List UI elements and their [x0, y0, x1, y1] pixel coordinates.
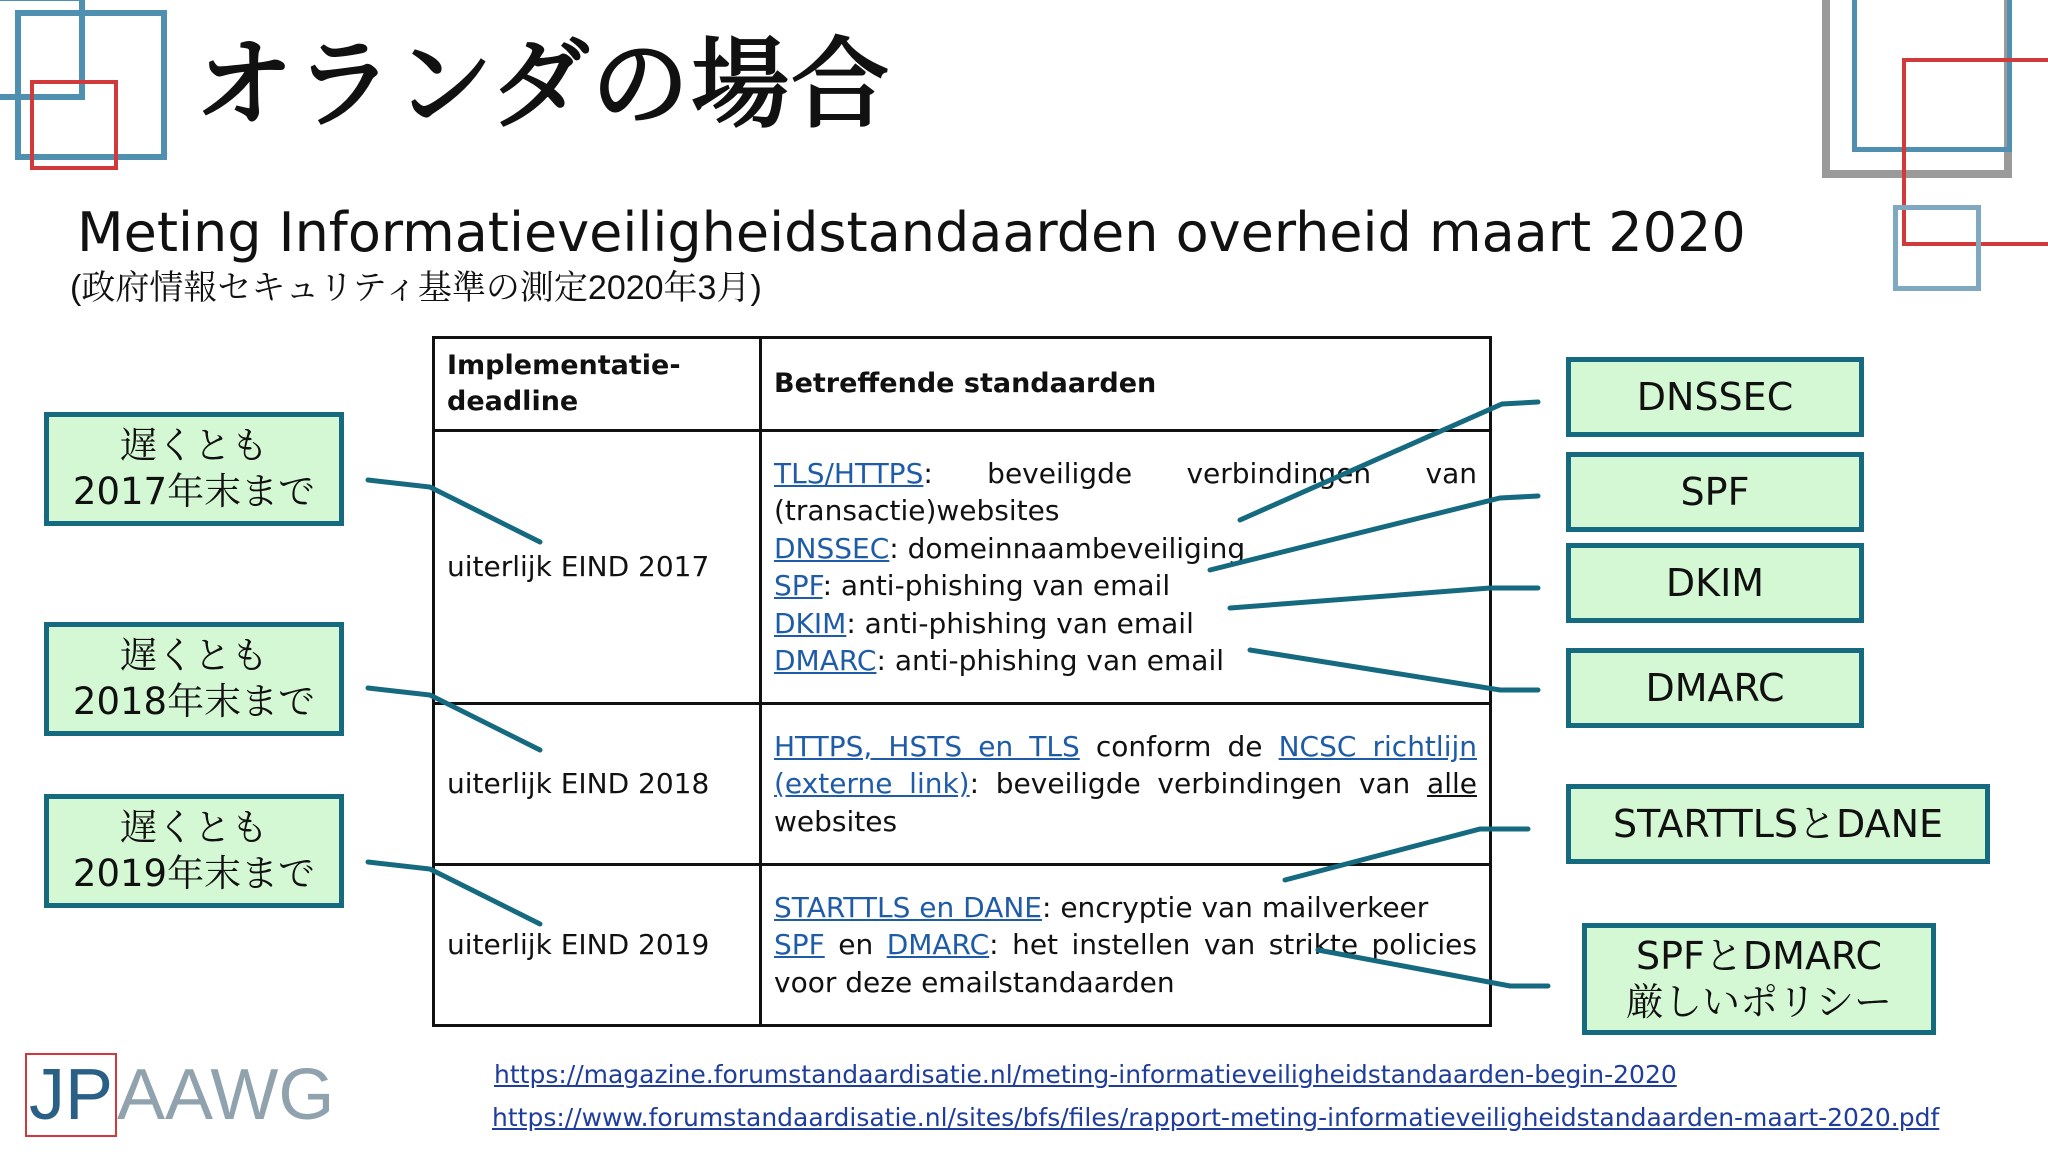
connector-spf-dmarc: [1318, 950, 1548, 986]
ncsc-richtlijn-link[interactable]: NCSC richtlijn (externe link): [774, 729, 1477, 801]
item-text: : beveiligde verbindingen van (transactie)websites: [774, 456, 1477, 527]
dkim-link[interactable]: DKIM: [774, 606, 847, 640]
subtitle: Meting Informatieveiligheidstandaarden overheid maart 2020: [77, 201, 1746, 264]
page-title: オランダの場合: [195, 28, 892, 142]
logo-aawg: AAWG: [117, 1055, 335, 1135]
subtitle-japanese: (政府情報セキュリティ基準の測定2020年3月): [70, 269, 762, 307]
connector-2018: [368, 688, 540, 750]
dmarc-link[interactable]: DMARC: [886, 928, 990, 962]
label-spf: SPF: [1566, 452, 1864, 532]
deadline-cell: uiterlijk EIND 2019: [434, 865, 761, 1026]
dnssec-link[interactable]: DNSSEC: [774, 531, 890, 565]
connector-2017: [368, 480, 540, 542]
connector-dkim: [1230, 588, 1538, 608]
label-line: 2017年末まで: [72, 470, 316, 513]
label-line: 遅くとも: [119, 806, 268, 849]
label-line: 2019年末まで: [72, 852, 316, 895]
item-text: conform de: [1079, 729, 1279, 763]
item-text: : anti-phishing van email: [822, 569, 1171, 602]
label-dmarc: DMARC: [1566, 648, 1864, 728]
label-dnssec: DNSSEC: [1566, 357, 1864, 437]
label-line: 厳しいポリシー: [1625, 980, 1892, 1024]
starttls-dane-link[interactable]: STARTTLS en DANE: [774, 890, 1042, 924]
item-text: : anti-phishing van email: [846, 606, 1194, 640]
header-deadline: Implementatie-deadline: [434, 338, 761, 431]
label-dkim: DKIM: [1566, 543, 1864, 623]
spf-link[interactable]: SPF: [774, 569, 823, 602]
connector-spf: [1210, 496, 1538, 570]
deadline-cell: uiterlijk EIND 2017: [434, 431, 761, 704]
source-url-2[interactable]: https://www.forumstandaardisatie.nl/sites/bfs/files/rapport-meting-informatieveiligheidstandaarden-maart-2020.pdf: [492, 1103, 1940, 1132]
label-line: 遅くとも: [119, 424, 268, 467]
label-line: 遅くとも: [119, 634, 268, 677]
connector-starttls-dane: [1285, 829, 1528, 880]
connector-2019: [368, 862, 540, 924]
deadline-cell: uiterlijk EIND 2018: [434, 704, 761, 865]
header-standards: Betreffende standaarden: [761, 338, 1491, 431]
connector-dnssec: [1240, 402, 1538, 520]
label-line: SPFとDMARC: [1636, 934, 1882, 978]
item-text: : domeinnaambeveiliging: [889, 531, 1246, 565]
jpaawg-logo: [25, 1055, 334, 1135]
item-text: en: [824, 928, 887, 962]
spf-link[interactable]: SPF: [774, 928, 825, 962]
underlined-text: alle: [1427, 767, 1477, 801]
item-text: : anti-phishing van email: [876, 644, 1225, 677]
source-url-1[interactable]: https://magazine.forumstandaardisatie.nl/meting-informatieveiligheidstandaarden-begin-2020: [494, 1060, 1677, 1089]
item-text: : beveiligde verbindingen van: [969, 767, 1428, 801]
logo-jp: JP: [25, 1053, 117, 1137]
https-hsts-tls-link[interactable]: HTTPS, HSTS en TLS: [774, 729, 1080, 763]
item-text: websites: [774, 804, 898, 838]
label-line: 2018年末まで: [72, 680, 316, 723]
item-text: : het instellen van strikte policies voor deze emailstandaarden: [774, 928, 1477, 999]
dmarc-link[interactable]: DMARC: [774, 644, 877, 677]
label-starttls-dane: STARTTLSとDANE: [1566, 784, 1990, 864]
tls-https-link[interactable]: TLS/HTTPS: [774, 456, 924, 490]
item-text: : encryptie van mailverkeer: [1042, 890, 1429, 924]
connector-dmarc: [1250, 650, 1538, 690]
